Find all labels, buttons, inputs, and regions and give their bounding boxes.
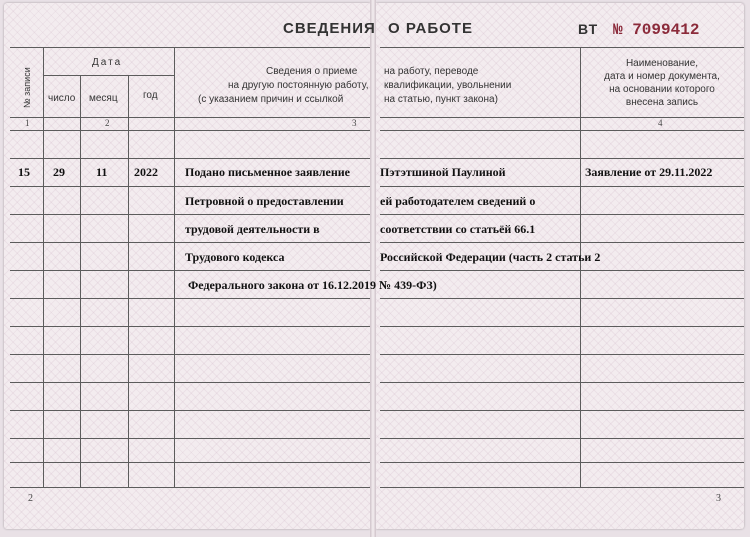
header-bottom-line-right — [380, 117, 744, 118]
col-number-1: 1 — [25, 118, 30, 128]
ruled-row-line-left — [10, 410, 370, 411]
entry-document: Заявление от 29.11.2022 — [585, 165, 713, 179]
doc-header-2: дата и номер документа, — [604, 71, 720, 82]
ruled-row-line-right — [380, 462, 744, 463]
ruled-row-line-left — [10, 158, 370, 159]
entry-year: 2022 — [134, 165, 158, 179]
table-top-border-left — [10, 47, 370, 48]
ruled-row-line-right — [380, 270, 744, 271]
ruled-row-line-right — [380, 410, 744, 411]
ruled-row-line-right — [380, 382, 744, 383]
col-divider-document — [580, 47, 581, 487]
ruled-row-line-right — [380, 214, 744, 215]
info-header-right-2: квалификации, увольнении — [384, 80, 512, 91]
ruled-row-line-left — [10, 242, 370, 243]
table-top-border-right — [380, 47, 744, 48]
doc-header-4: внесена запись — [625, 97, 699, 108]
entry-text-left-5: Федерального закона от 16.12.2019 № 439-ФЗ) — [188, 278, 437, 292]
col-number-4: 4 — [658, 118, 663, 128]
ruled-row-line-right — [380, 242, 744, 243]
ruled-row-line-right — [380, 354, 744, 355]
entry-text-right-3: соответствии со статьёй 66.1 — [380, 222, 536, 236]
book-spine — [370, 0, 376, 537]
title-right: О РАБОТЕ — [388, 20, 473, 37]
entry-no-header: № записи — [22, 67, 32, 108]
page-number-left: 2 — [28, 493, 33, 504]
doc-header-3: на основании которого — [609, 84, 715, 95]
page-number-right: 3 — [716, 493, 721, 504]
info-header-right-1: на работу, переводе — [384, 66, 479, 77]
date-subheader-line — [44, 75, 174, 76]
col-divider-month — [128, 75, 129, 487]
col-divider-day — [80, 75, 81, 487]
col-divider-entry — [43, 47, 44, 487]
day-header: число — [48, 93, 76, 104]
entry-text-left-3: трудовой деятельности в — [185, 222, 320, 236]
ruled-row-line-left — [10, 382, 370, 383]
ruled-row-line-left — [10, 438, 370, 439]
col-divider-date — [174, 47, 175, 487]
ruled-row-line-right — [380, 438, 744, 439]
entry-text-left-1: Подано письменное заявление — [185, 165, 350, 179]
entry-month: 11 — [96, 165, 108, 179]
entry-number: 15 — [18, 165, 30, 179]
entry-day: 29 — [53, 165, 65, 179]
ruled-row-line-right — [380, 158, 744, 159]
entry-text-left-2: Петровной о предоставлении — [185, 194, 344, 208]
ruled-row-line-left — [10, 270, 370, 271]
number-row-line-right — [380, 130, 744, 131]
ruled-row-line-right — [380, 186, 744, 187]
ruled-row-line-left — [10, 326, 370, 327]
entry-text-right-4: Российской Федерации (часть 2 статьи 2 — [380, 250, 601, 264]
entry-text-left-4: Трудового кодекса — [185, 250, 285, 264]
year-header: год — [143, 90, 158, 101]
ruled-row-line-right — [380, 326, 744, 327]
title-left: СВЕДЕНИЯ — [283, 20, 376, 37]
entry-text-right-1: Пэтэтшиной Паулиной — [380, 165, 506, 179]
info-header-left-3: (с указанием причин и ссылкой — [198, 94, 344, 105]
ruled-row-line-left — [10, 487, 370, 488]
col-number-3: 3 — [352, 118, 357, 128]
ruled-row-line-left — [10, 462, 370, 463]
ruled-row-line-left — [10, 298, 370, 299]
series-label: ВТ — [578, 21, 599, 37]
number-row-line-left — [10, 130, 370, 131]
info-header-right-3: на статью, пункт закона) — [384, 94, 498, 105]
serial-number: № 7099412 — [613, 21, 700, 39]
ruled-row-line-left — [10, 214, 370, 215]
entry-text-right-2: ей работодателем сведений о — [380, 194, 536, 208]
col-number-2: 2 — [105, 118, 110, 128]
ruled-row-line-right — [380, 298, 744, 299]
ruled-row-line-left — [10, 186, 370, 187]
ruled-row-line-right — [380, 487, 744, 488]
ruled-row-line-left — [10, 354, 370, 355]
date-header: Дата — [92, 57, 123, 68]
info-header-left-2: на другую постоянную работу, — [228, 80, 369, 91]
header-bottom-line-left — [10, 117, 370, 118]
doc-header-1: Наименование, — [625, 58, 699, 69]
info-header-left-1: Сведения о приеме — [266, 66, 358, 77]
month-header: месяц — [89, 93, 118, 104]
